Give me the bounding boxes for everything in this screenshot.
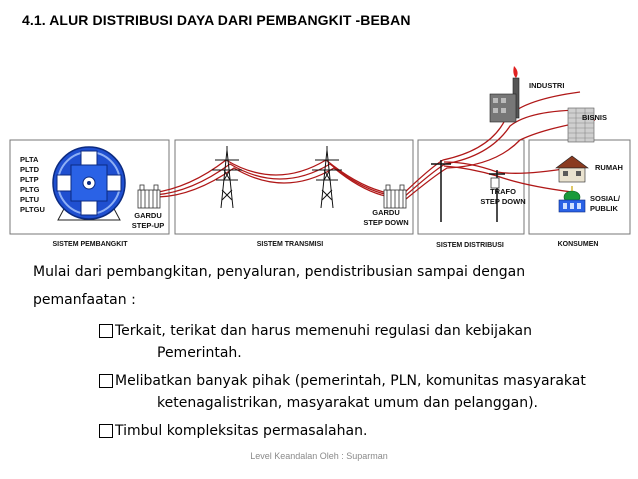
gardu-step-up-label: GARDU: [134, 211, 162, 220]
mosque-icon: [559, 186, 585, 212]
bullet-text: Terkait, terikat dan harus memenuhi regulasi dan kebijakan: [115, 323, 532, 339]
transmission-tower-icon: [212, 146, 242, 208]
generator-icon: [53, 147, 125, 220]
checkbox-bullet-icon: [99, 424, 113, 438]
trafo-step-down-label: TRAFO: [490, 187, 516, 196]
checkbox-bullet-icon: [99, 324, 113, 338]
bullet-text: Timbul kompleksitas permasalahan.: [115, 423, 368, 439]
section-label-pembangkit: SISTEM PEMBANGKIT: [52, 241, 128, 248]
section-label-transmisi: SISTEM TRANSMISI: [256, 241, 324, 248]
checkbox-bullet-icon: [99, 374, 113, 388]
gardu-step-down-label: GARDU: [372, 208, 400, 217]
bullet-item: [33, 420, 623, 442]
section-label-distribusi: SISTEM DISTRIBUSI: [436, 242, 504, 249]
plant-type-label: PLTGU: [20, 205, 45, 214]
section-box-konsumen: [529, 140, 630, 234]
distribution-pole-icon: [431, 160, 451, 222]
intro-line: pemanfaatan :: [33, 292, 136, 308]
sosial-label: PUBLIK: [590, 204, 618, 213]
plant-type-label: PLTD: [20, 165, 40, 174]
trafo-step-down-label: STEP DOWN: [480, 197, 526, 206]
sosial-label: SOSIAL/: [590, 194, 621, 203]
industri-label: INDUSTRI: [529, 81, 565, 90]
footer-credit: Level Keandalan Oleh : Suparman: [250, 451, 388, 461]
bullet-text-continued: Pemerintah.: [157, 345, 242, 361]
plant-type-label: PLTG: [20, 185, 40, 194]
section-label-konsumen: KONSUMEN: [557, 241, 599, 248]
gardu-step-up-label: STEP-UP: [131, 221, 165, 230]
page-title: 4.1. ALUR DISTRIBUSI DAYA DARI PEMBANGKIT -BEBAN: [22, 12, 411, 28]
rumah-label: RUMAH: [595, 163, 623, 172]
plant-type-label: PLTP: [20, 175, 39, 184]
bullet-text: Melibatkan banyak pihak (pemerintah, PLN, komunitas masyarakat: [115, 373, 586, 389]
step-down-transformer-icon: [384, 185, 406, 208]
bullet-text-continued: ketenagalistrikan, masyarakat umum dan pelanggan).: [157, 395, 538, 411]
intro-line: Mulai dari pembangkitan, penyaluran, pendistribusian sampai dengan: [33, 264, 526, 280]
plant-type-label: PLTA: [20, 155, 39, 164]
plant-type-label: PLTU: [20, 195, 40, 204]
house-icon: [556, 156, 588, 182]
gardu-step-down-label: STEP DOWN: [363, 218, 409, 227]
step-up-transformer-icon: [138, 185, 160, 208]
factory-icon: [490, 66, 519, 122]
bullet-item: [33, 320, 623, 364]
body-text: [33, 258, 623, 442]
bisnis-label: BISNIS: [582, 113, 608, 122]
bullet-item: [33, 370, 623, 414]
